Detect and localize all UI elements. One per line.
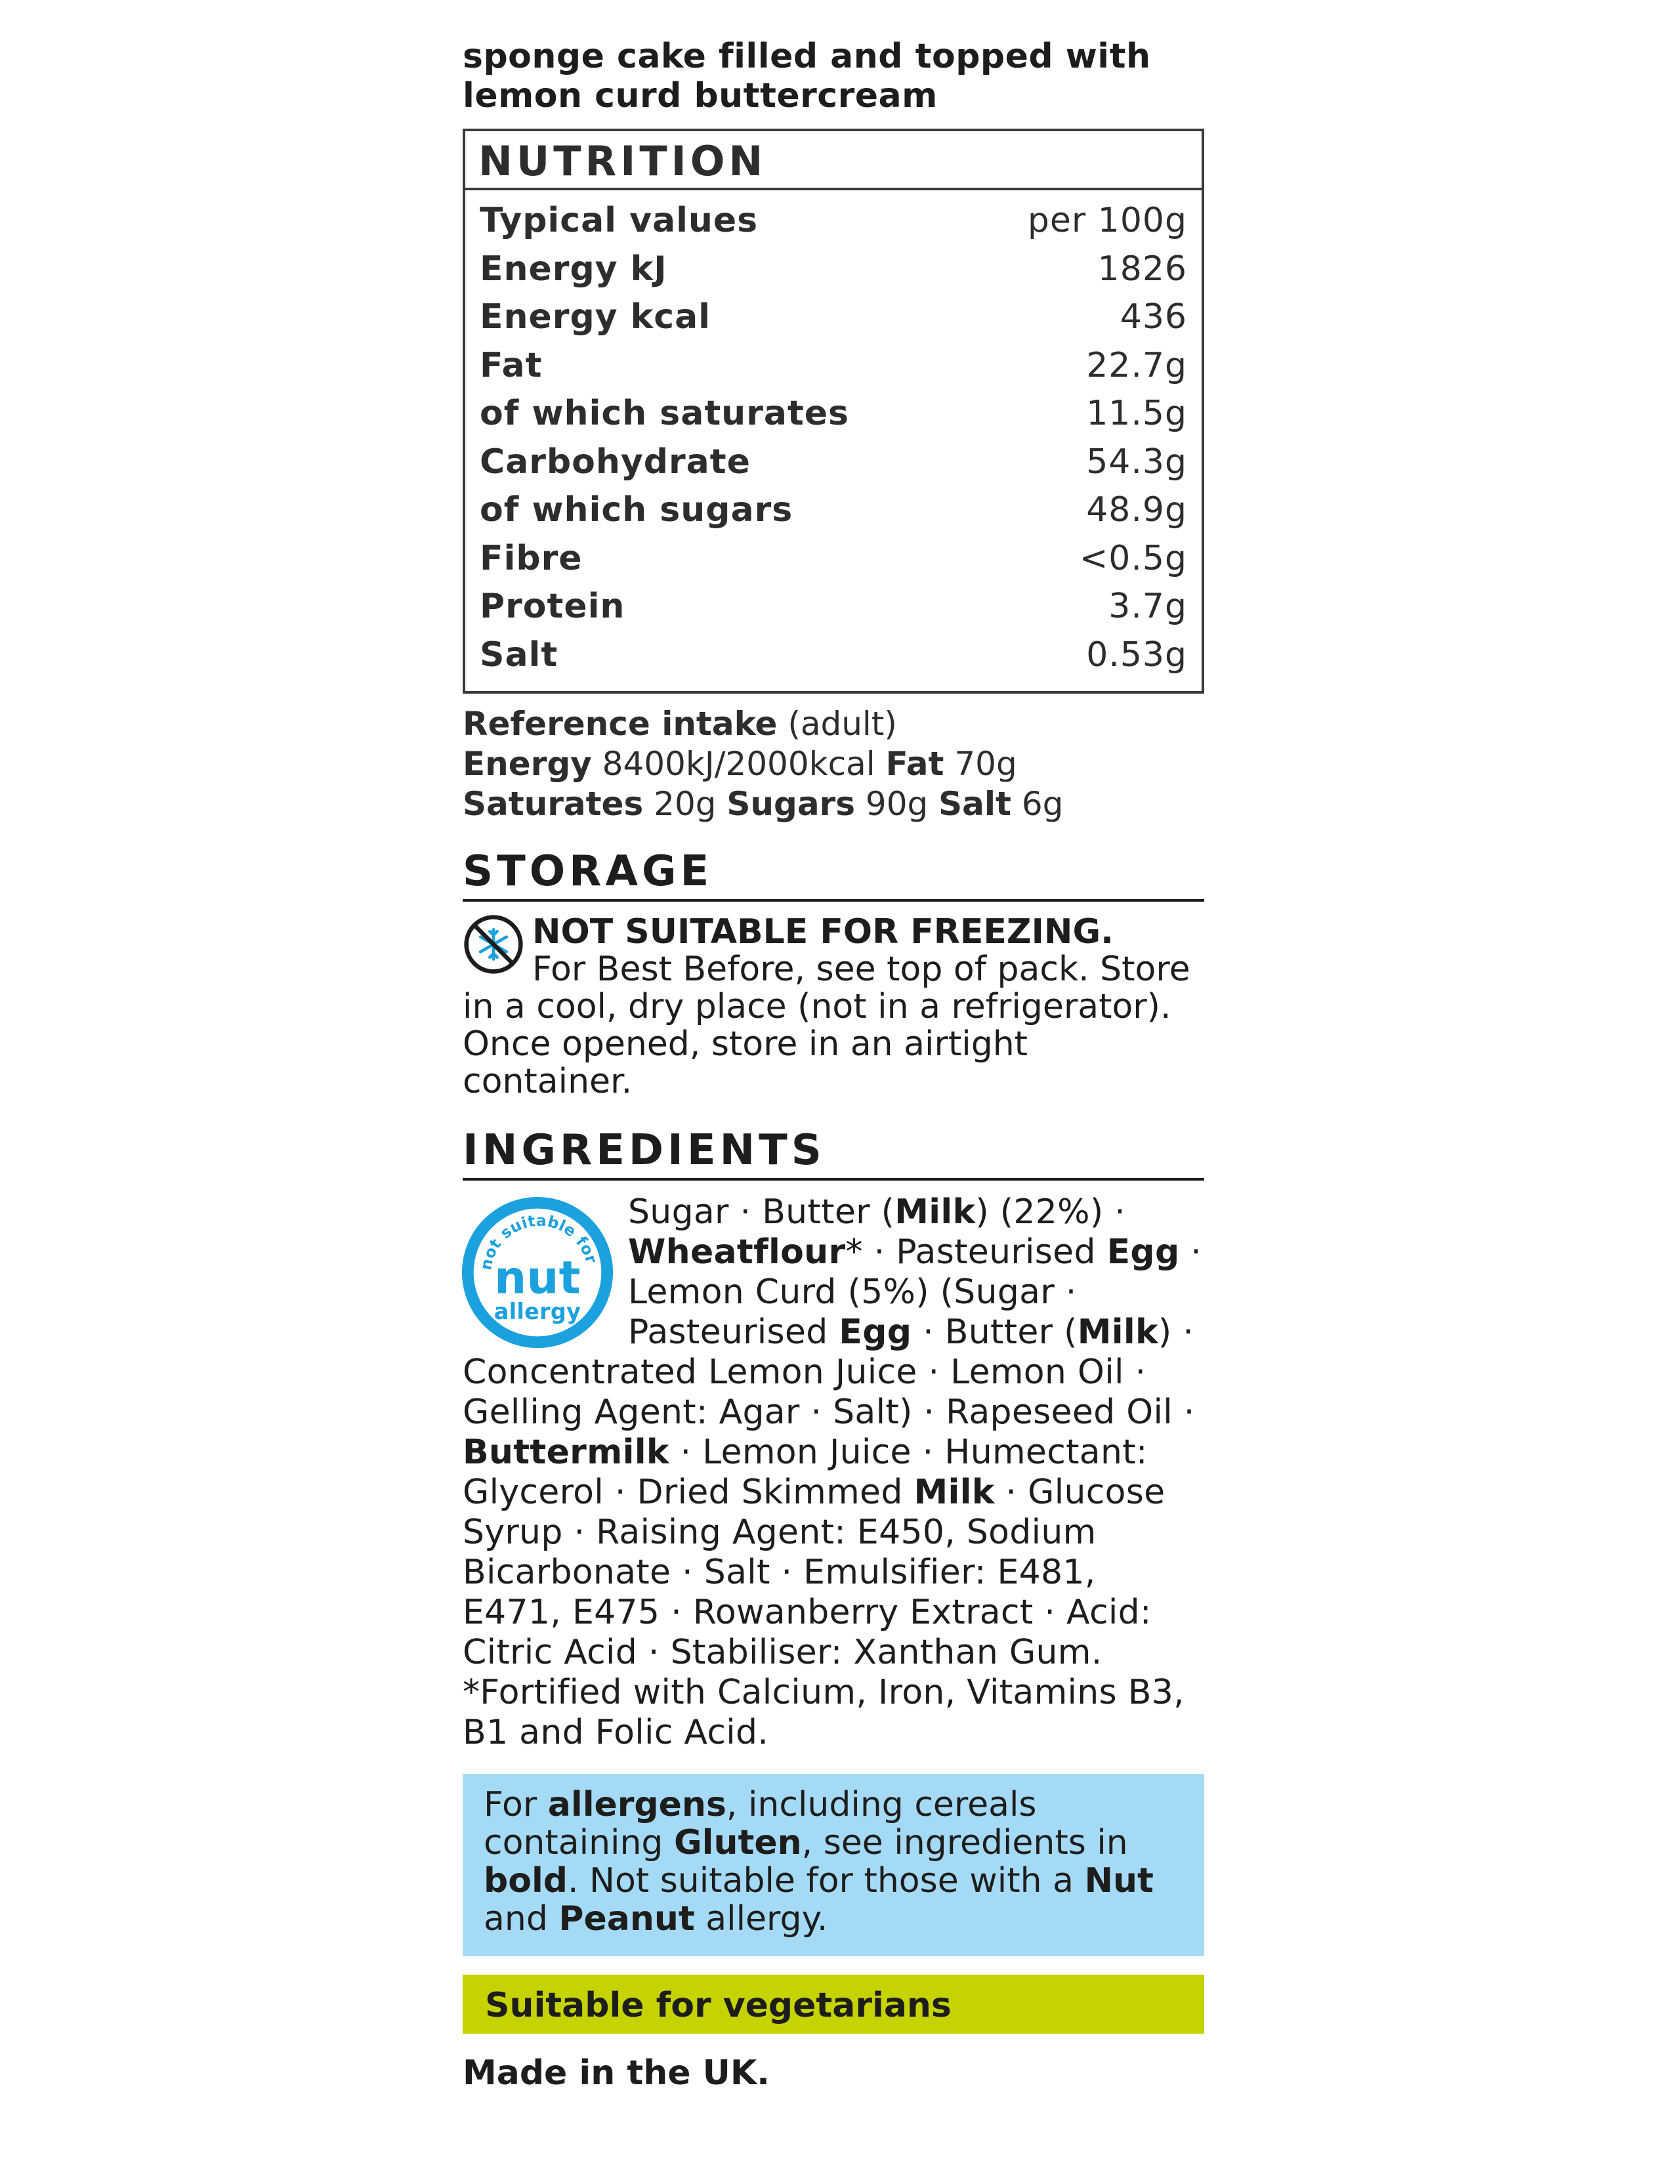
reference-intake-line-3 xyxy=(463,784,1204,824)
nutrient-value: <0.5g xyxy=(1079,538,1187,578)
nutrition-row xyxy=(480,390,1187,438)
ri-saturates-label: Saturates xyxy=(463,785,644,823)
ri-fat-label: Fat xyxy=(885,745,944,783)
allergen-text: Gluten xyxy=(673,1823,802,1862)
ri-fat-value: 70g xyxy=(954,745,1017,783)
nutrition-title: NUTRITION xyxy=(465,131,1202,190)
ingredient-text: · Glucose Syrup · Raising Agent: E450, Sodium Bicarbonate · Salt · Emulsifier: E481, E471, E475 · Rowanberry Extract · Acid: Citric Acid · Stabiliser: Xanthan Gum. xyxy=(463,1473,1166,1672)
ingredients-footnote: *Fortified with Calcium, Iron, Vitamins B3, B1 and Folic Acid. xyxy=(463,1673,1185,1752)
nutrient-value: 3.7g xyxy=(1108,587,1187,626)
nutrient-value: 11.5g xyxy=(1086,394,1187,433)
ingredient-text: * · Pasteurised xyxy=(845,1232,1107,1272)
allergen-text: , including cereals containing xyxy=(484,1785,1037,1862)
description-line-1: sponge cake filled and topped with xyxy=(463,37,1151,76)
badge-main-text: nut xyxy=(494,1251,581,1305)
allergen-text: allergy. xyxy=(694,1899,828,1939)
ingredient-text: Buttermilk xyxy=(463,1433,669,1472)
nutrient-label: Energy kcal xyxy=(480,297,711,337)
allergen-text: Peanut xyxy=(558,1899,695,1939)
nutrition-row xyxy=(480,535,1187,583)
ri-energy-value: 8400kJ/2000kcal xyxy=(602,745,875,783)
product-description xyxy=(463,37,1204,116)
ri-sugars-value: 90g xyxy=(865,785,929,823)
reference-intake xyxy=(463,704,1204,824)
allergen-text: and xyxy=(484,1899,559,1939)
allergen-text: Nut xyxy=(1084,1861,1154,1900)
ingredient-text: Milk xyxy=(1077,1312,1158,1352)
ri-energy-label: Energy xyxy=(463,745,592,783)
ri-salt-value: 6g xyxy=(1021,785,1064,823)
nutrient-value: 436 xyxy=(1120,297,1187,337)
ingredient-text: Wheatflour xyxy=(628,1232,846,1272)
nutrition-rows xyxy=(465,190,1202,691)
nutrient-value: 22.7g xyxy=(1086,345,1187,385)
nutrition-row xyxy=(480,197,1187,245)
allergen-text: For xyxy=(484,1785,548,1824)
nutrition-row xyxy=(480,342,1187,390)
ingredient-text: Milk xyxy=(914,1473,995,1512)
nutrient-value: 0.53g xyxy=(1086,635,1187,675)
nutrient-label: Fibre xyxy=(480,538,583,578)
label-panel xyxy=(463,26,1204,2093)
allergen-text: , see ingredients in xyxy=(801,1823,1128,1862)
ingredient-text: Milk xyxy=(894,1192,976,1232)
nutrition-row xyxy=(480,245,1187,294)
nutrient-label: Salt xyxy=(480,635,558,675)
allergen-advice xyxy=(463,1774,1204,1956)
nutrition-row xyxy=(480,486,1187,535)
nutrient-label: Typical values xyxy=(480,201,759,240)
storage-title: STORAGE xyxy=(463,848,1204,902)
allergen-text: allergens xyxy=(547,1785,726,1824)
ingredient-text: · Lemon Curd (5%) (Sugar · Pasteurised xyxy=(628,1232,1202,1352)
ri-saturates-value: 20g xyxy=(654,785,717,823)
vegetarian-banner: Suitable for vegetarians xyxy=(463,1975,1204,2034)
nut-allergy-badge-icon xyxy=(460,1195,615,1350)
nutrient-label: of which saturates xyxy=(480,394,850,433)
not-suitable-for-freezing-icon xyxy=(463,914,524,975)
allergen-text: bold xyxy=(484,1861,568,1900)
nutrition-row xyxy=(480,438,1187,487)
ri-sugars-label: Sugars xyxy=(726,785,855,823)
ingredient-text: Egg xyxy=(839,1312,912,1352)
ingredients-title: INGREDIENTS xyxy=(463,1127,1204,1181)
reference-intake-line-1 xyxy=(463,704,1204,744)
nutrient-label: of which sugars xyxy=(480,490,793,530)
badge-top-text: not suitable for xyxy=(476,1211,601,1272)
country-of-origin: Made in the UK. xyxy=(463,2053,770,2093)
ingredient-text: · Lemon Juice · Humectant: Glycerol · Dried Skimmed xyxy=(463,1433,1148,1512)
nutrition-row xyxy=(480,631,1187,680)
ingredient-text: ) · Concentrated Lemon Juice · Lemon Oil · Gelling Agent: Agar · Salt) · Rapeseed Oil · xyxy=(463,1312,1195,1432)
ingredient-text: Egg xyxy=(1106,1232,1180,1272)
storage-instructions: For Best Before, see top of pack. Store in a cool, dry place (not in a refrigerator). Once opened, store in an airtight container. xyxy=(463,950,1190,1101)
reference-intake-qualifier: (adult) xyxy=(788,705,897,743)
nutrition-row xyxy=(480,293,1187,342)
nutrient-label: Energy kJ xyxy=(480,249,667,289)
badge-bottom-text: allergy xyxy=(494,1298,581,1324)
description-line-2: lemon curd buttercream xyxy=(463,76,938,116)
storage-section xyxy=(463,914,1204,1101)
nutrition-row xyxy=(480,583,1187,631)
ingredient-text: · Butter ( xyxy=(912,1312,1078,1352)
ingredient-text: ) (22%) · xyxy=(975,1192,1126,1232)
ingredients-section xyxy=(463,1192,1204,1753)
ri-salt-label: Salt xyxy=(938,785,1011,823)
nutrient-value: per 100g xyxy=(1027,201,1187,240)
allergen-text: . Not suitable for those with a xyxy=(568,1861,1085,1900)
nutrient-label: Protein xyxy=(480,587,625,626)
reference-intake-label: Reference intake xyxy=(463,705,778,743)
nutrient-label: Fat xyxy=(480,345,543,385)
nutrient-label: Carbohydrate xyxy=(480,442,751,482)
nutrient-value: 1826 xyxy=(1097,249,1187,289)
nutrient-value: 48.9g xyxy=(1086,490,1187,530)
ingredient-text: Sugar · Butter ( xyxy=(628,1192,895,1232)
freezing-warning: NOT SUITABLE FOR FREEZING. xyxy=(532,912,1114,952)
nutrition-table xyxy=(463,129,1204,694)
nutrient-value: 54.3g xyxy=(1086,442,1187,482)
reference-intake-line-2 xyxy=(463,744,1204,784)
